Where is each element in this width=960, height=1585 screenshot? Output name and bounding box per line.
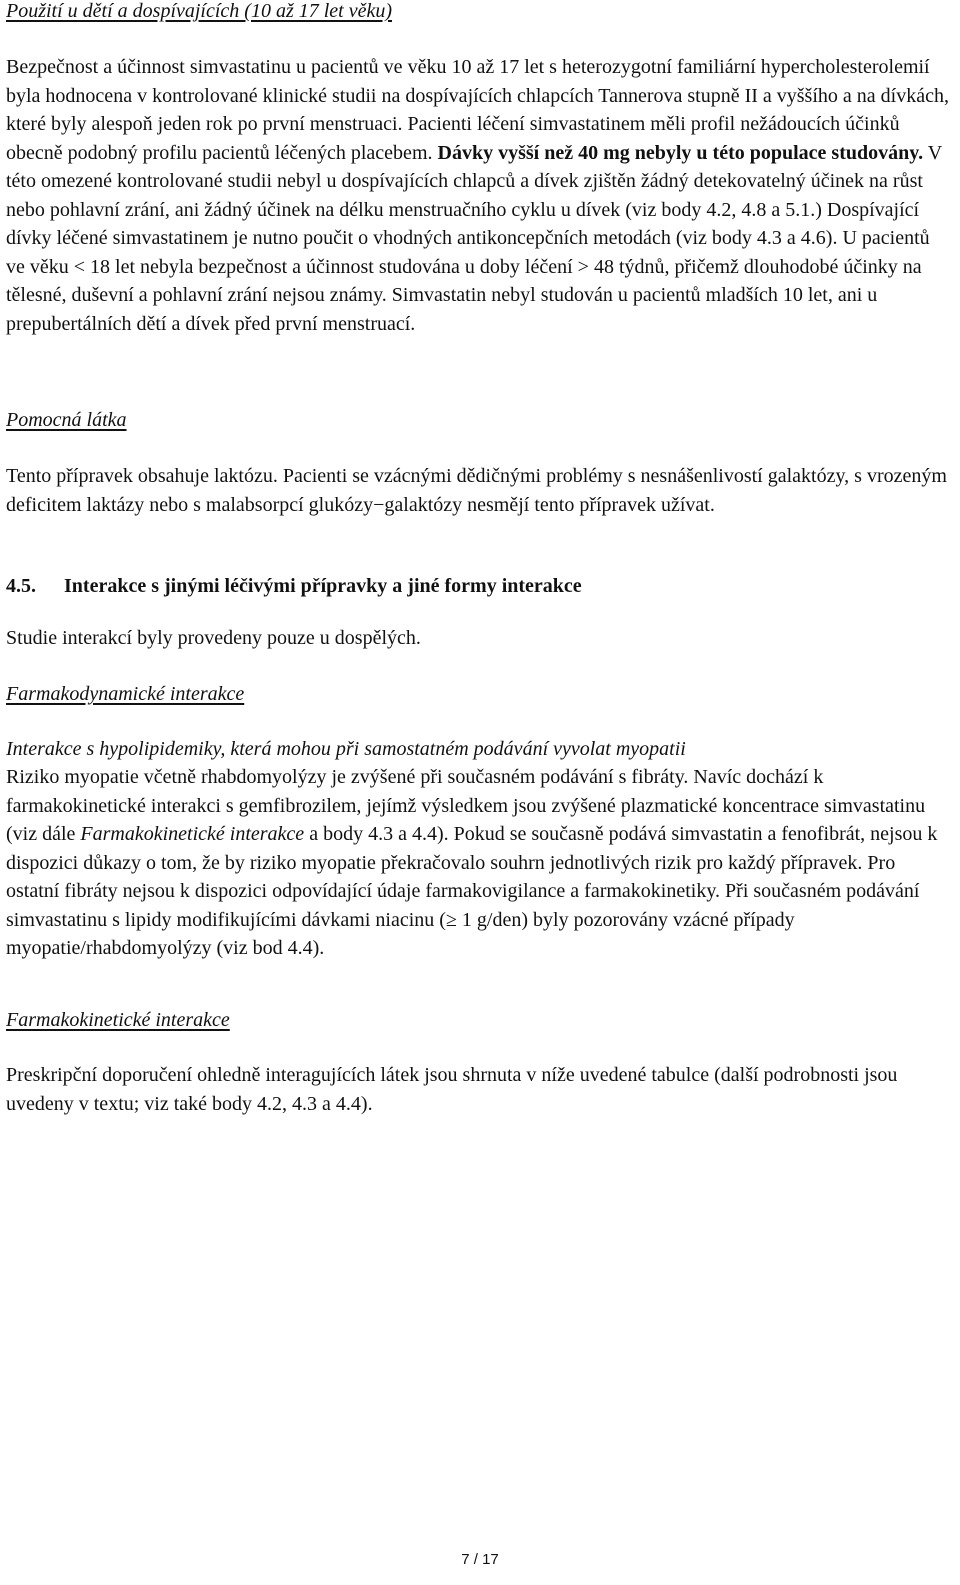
paragraph-pharmacokinetic: Preskripční doporučení ohledně interagujících látek jsou shrnuta v níže uvedené tabulce (další podrobnosti jsou uvedeny v textu; viz také body 4.2, 4.3 a 4.4).: [6, 1064, 898, 1115]
paragraph-excipient: Tento přípravek obsahuje laktózu. Pacienti se vzácnými dědičnými problémy s nesnášenlivostí galaktózy, s vrozeným deficitem laktázy nebo s malabsorpcí glukózy−galaktózy nesmějí tento přípravek užívat.: [6, 465, 947, 516]
section-number: 4.5.: [6, 575, 36, 597]
paragraph-children: [6, 53, 950, 338]
paragraph-text: Bezpečnost a účinnost simvastatinu u pacientů ve věku 10 až 17 let s heterozygotní familiární hypercholesterolemií byla hodnocena v kontrolované klinické studii na dospívajících chlapcích Tannerova stupně II a vyššího a na dívkách, které byly alespoň jeden rok po první menstruaci. Pacienti léčení simvastatinem měli profil nežádoucích účinků obecně podobný profilu pacientů léčených placebem.: [6, 56, 949, 164]
paragraph-text: a body 4.3 a 4.4). Pokud se současně podává simvastatin a fenofibrát, nejsou k dispozici důkazy o tom, že by riziko myopatie překračovalo souhrn jednotlivých rizik pro každý přípravek. Pro ostatní fibráty nejsou k dispozici odpovídající údaje farmakovigilance a farmakokinetiky. Při současném podávání simvastatinu s lipidy modifikujícími dávkami niacinu (≥ 1 g/den) byly pozorovány vzácné případy myopatie/rhabdomyolýzy (viz bod 4.4).: [6, 823, 938, 959]
paragraph-pharmacodynamic: [6, 763, 950, 963]
page-number: 7 / 17: [461, 1551, 499, 1568]
section-heading-interactions: [6, 572, 950, 601]
paragraph-text: V této omezené kontrolované studii nebyl u dospívajících chlapců a dívek zjištěn žádný detekovatelný účinek na růst nebo pohlavní zrání, ani žádný účinek na délku menstruačního cyklu u dívek (viz body 4.2, 4.8 a 5.1.) Dospívající dívky léčené simvastatinem je nutno poučit o vhodných antikoncepčních metodách (viz body 4.3 a 4.6). U pacientů ve věku < 18 let nebyla bezpečnost a účinnost studována u doby léčení > 48 týdnů, přičemž dlouhodobé účinky na tělesné, duševní a pohlavní zrání nejsou známy. Simvastatin nebyl studován u pacientů mladších 10 let, ani u prepubertálních dětí a dívek před první menstruací.: [6, 141, 942, 335]
section-heading-pharmacodynamic: Farmakodynamické interakce: [6, 683, 245, 705]
section-heading-pharmacokinetic: Farmakokinetické interakce: [6, 1009, 230, 1031]
section-title: Interakce s jinými léčivými přípravky a jiné formy interakce: [64, 575, 582, 597]
section-heading-excipient: Pomocná látka: [6, 409, 127, 431]
bold-statement: Dávky vyšší než 40 mg nebyly u této populace studovány.: [437, 141, 924, 164]
italic-reference: Farmakokinetické interakce: [80, 823, 305, 845]
subheading-hypolipidemics: Interakce s hypolipidemiky, která mohou při samostatném podávání vyvolat myopatii: [6, 738, 686, 760]
paragraph-text: Riziko myopatie včetně rhabdomyolýzy je zvýšené při současném podávání s fibráty. Navíc dochází k farmakokinetické interakci s gemfibrozilem, jejímž výsledkem jsou zvýšené plazmatické koncentrace simvastatinu (viz dále: [6, 766, 926, 845]
section-heading-children: Použití u dětí a dospívajících (10 až 17 let věku): [6, 0, 393, 22]
paragraph-interaction-intro: Studie interakcí byly provedeny pouze u dospělých.: [6, 627, 421, 649]
